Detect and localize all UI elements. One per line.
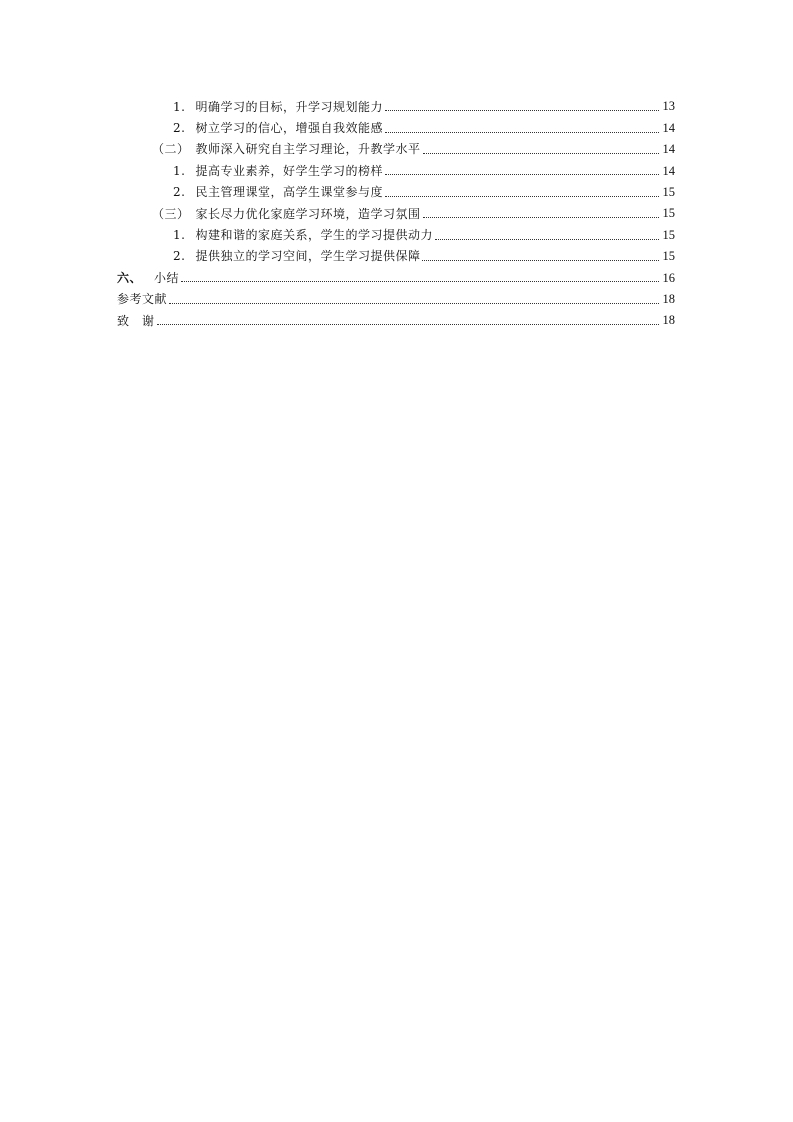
toc-page-number: 18 [662, 291, 675, 306]
toc-dot-leader [181, 281, 659, 282]
toc-entry-number: 1. [173, 228, 186, 243]
toc-entry-text: 民主管理课堂，高学生课堂参与度 [195, 185, 383, 200]
toc-entry-text: 提高专业素养，好学生学习的榜样 [195, 163, 383, 178]
toc-entry-title [117, 315, 155, 327]
toc-page-number: 14 [662, 142, 675, 157]
toc-dot-leader [423, 217, 659, 218]
toc-entry-title [173, 229, 433, 241]
toc-entry[interactable] [117, 289, 675, 310]
toc-entry-title [173, 250, 420, 262]
table-of-contents [117, 96, 675, 331]
toc-entry-number: 2. [173, 249, 186, 264]
toc-entry-title [117, 293, 167, 305]
toc-entry-title [173, 122, 383, 134]
toc-entry[interactable] [117, 139, 675, 160]
toc-page-number: 15 [662, 227, 675, 242]
toc-page-number: 16 [662, 270, 675, 285]
toc-entry-number: 2. [173, 185, 186, 200]
toc-dot-leader [157, 324, 659, 325]
toc-entry[interactable] [117, 96, 675, 117]
toc-page-number: 15 [662, 206, 675, 221]
toc-entry-text: 致 谢 [117, 313, 155, 328]
toc-dot-leader [385, 196, 659, 197]
toc-entry[interactable] [117, 224, 675, 245]
toc-entry-number: 1. [173, 99, 186, 114]
toc-entry-text: 构建和谐的家庭关系，学生的学习提供动力 [195, 228, 433, 243]
toc-entry[interactable] [117, 246, 675, 267]
toc-entry-number: 1. [173, 163, 186, 178]
toc-entry-text: 小结 [154, 270, 180, 285]
toc-entry-number: （二） [152, 142, 190, 157]
toc-entry-title [173, 101, 383, 113]
toc-entry-title [173, 186, 383, 198]
toc-dot-leader [423, 153, 659, 154]
toc-dot-leader [435, 239, 659, 240]
toc-entry[interactable] [117, 310, 675, 331]
toc-page-number: 15 [662, 185, 675, 199]
toc-entry-text: 参考文献 [117, 292, 168, 307]
toc-entry-title [117, 272, 179, 284]
toc-entry[interactable] [117, 182, 675, 203]
toc-dot-leader [385, 110, 659, 111]
toc-entry[interactable] [117, 117, 675, 138]
toc-dot-leader [169, 303, 659, 304]
toc-entry[interactable] [117, 203, 675, 224]
toc-dot-leader [385, 174, 659, 175]
toc-entry[interactable] [117, 267, 675, 288]
toc-entry-number: （三） [152, 206, 190, 221]
toc-page-number: 15 [662, 249, 675, 264]
toc-page-number: 14 [662, 120, 675, 135]
toc-entry-text: 明确学习的目标，升学习规划能力 [195, 99, 383, 114]
toc-entry-text: 提供独立的学习空间，学生学习提供保障 [195, 249, 421, 264]
toc-page-number: 14 [662, 163, 675, 178]
toc-entry-text: 树立学习的信心，增强自我效能感 [195, 121, 383, 136]
toc-entry-number: 六、 [117, 270, 143, 285]
toc-page-number: 18 [662, 313, 675, 328]
toc-entry-text: 家长尽力优化家庭学习环境，造学习氛围 [195, 206, 421, 221]
toc-dot-leader [422, 260, 659, 261]
toc-entry-title [152, 143, 421, 155]
toc-entry-number: 2. [173, 121, 186, 136]
toc-entry-title [173, 165, 383, 177]
toc-entry-title [152, 208, 421, 220]
toc-dot-leader [385, 132, 659, 133]
toc-page-number: 13 [662, 99, 675, 114]
toc-entry[interactable] [117, 160, 675, 181]
toc-entry-text: 教师深入研究自主学习理论，升教学水平 [195, 142, 421, 157]
